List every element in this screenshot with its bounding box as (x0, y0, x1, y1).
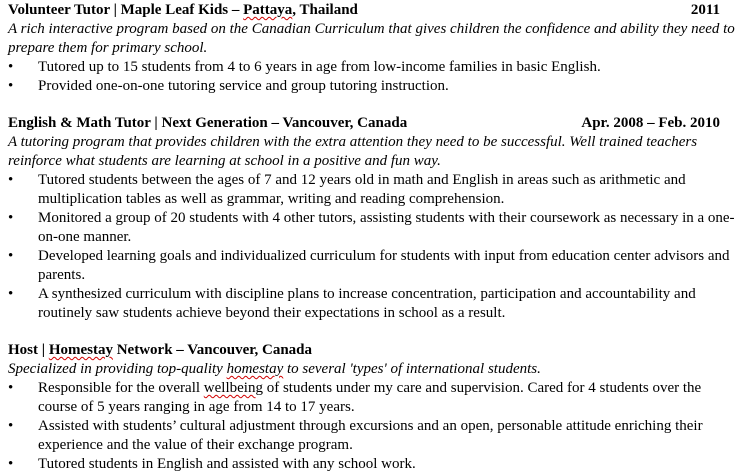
job-date: 2011 (690, 2, 720, 18)
misspelled-word[interactable]: Pattaya (243, 2, 293, 18)
job-header (8, 341, 740, 360)
job-entry-english-math-tutor (8, 114, 740, 323)
job-title (8, 1, 358, 20)
job-description: A rich interactive program based on the Canadian Curriculum that gives children the confidence and ability they need to prepare them for primary school. (8, 21, 735, 56)
bullet-item: • Developed learning goals and individualized curriculum for students with input from education center advisors and parents. (8, 247, 740, 285)
job-title-text: Volunteer Tutor | Maple Leaf Kids – (8, 2, 244, 18)
job-bullet-list (8, 171, 740, 323)
job-title-text: Network – Vancouver, Canada (112, 342, 313, 358)
job-header (8, 1, 740, 20)
job-date: Apr. 2008 – Feb. 2010 (581, 115, 720, 131)
job-description (8, 360, 740, 379)
bullet-item (8, 379, 740, 417)
job-bullet-list (8, 58, 740, 96)
bullet-text: of students under my care and supervision. Cared for 4 students over the course of 5 years ranging in age from 14 to 17 years. (38, 380, 702, 415)
description-text: to several 'types' of international students. (283, 361, 541, 377)
job-title (8, 341, 312, 360)
job-header (8, 114, 740, 133)
bullet-item: • Tutored students in English and assisted with any school work. (8, 455, 740, 474)
bullet-item: • Provided one-on-one tutoring service and group tutoring instruction. (8, 77, 740, 96)
bullet-text: Responsible for the overall (38, 380, 204, 396)
job-title: English & Math Tutor | Next Generation – Vancouver, Canada (8, 115, 408, 131)
description-text: Specialized in providing top-quality (8, 361, 227, 377)
job-title-text: Host | (8, 342, 49, 358)
job-bullet-list (8, 379, 740, 474)
job-date (720, 341, 740, 360)
bullet-item: • Tutored students between the ages of 7 and 12 years old in math and English in areas such as arithmetic and multiplication tables as well as grammar, writing and reading comprehension. (8, 171, 740, 209)
job-entry-volunteer-tutor (8, 1, 740, 96)
job-entry-host-homestay (8, 341, 740, 474)
bullet-item: • Assisted with students’ cultural adjustment through excursions and an open, personable attitude enriching their experience and the value of their exchange program. (8, 417, 740, 455)
misspelled-word[interactable]: Homestay (48, 342, 113, 358)
job-title-text: , Thailand (292, 2, 358, 18)
misspelled-word[interactable]: wellbeing (203, 380, 263, 396)
misspelled-word[interactable]: homestay (226, 361, 284, 377)
job-description: A tutoring program that provides children with the extra attention they need to be successful. Well trained teachers reinforce what students are learning at school in a positive and fun way. (8, 134, 698, 169)
bullet-item: • Monitored a group of 20 students with 4 other tutors, assisting students with their coursework as necessary in a one-on-one manner. (8, 209, 740, 247)
bullet-item: • Tutored up to 15 students from 4 to 6 years in age from low-income families in basic English. (8, 58, 740, 77)
bullet-item: • A synthesized curriculum with discipline plans to increase concentration, participation and accountability and routinely saw students achieve beyond their expectations in school as a result. (8, 285, 740, 323)
